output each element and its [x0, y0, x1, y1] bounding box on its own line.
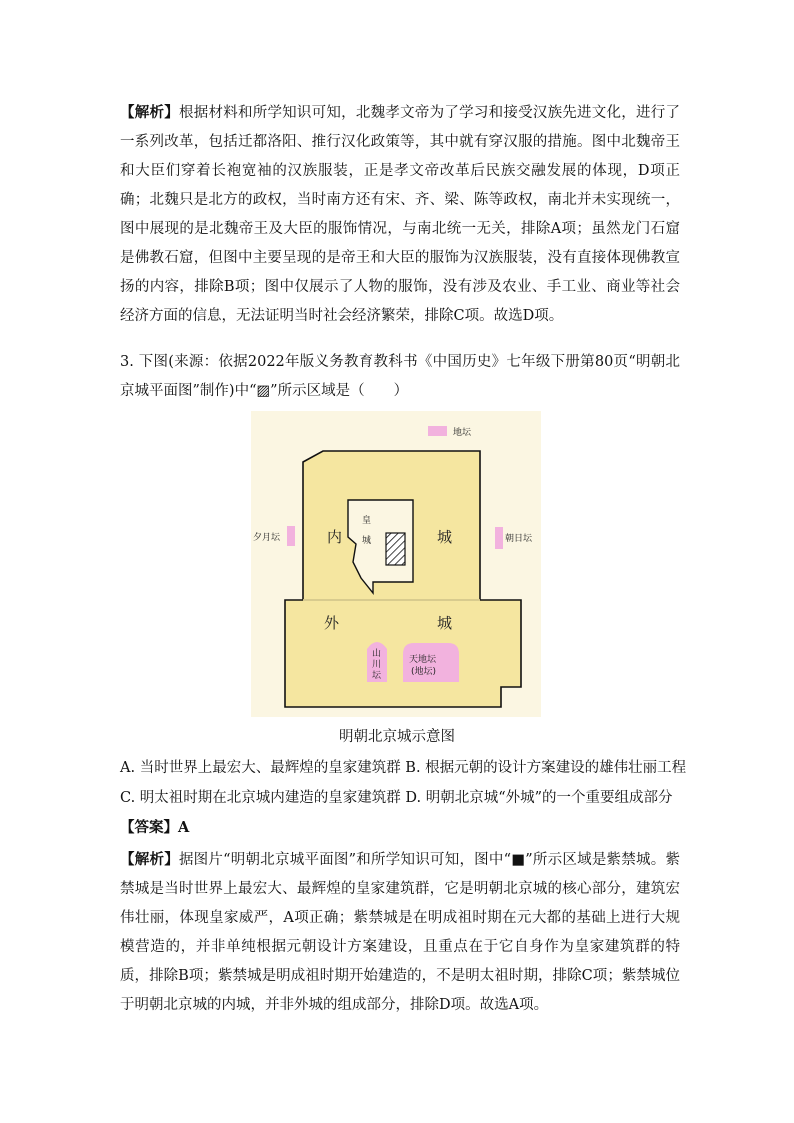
- answer-value: A: [178, 819, 190, 836]
- shanchuan-label-tan: 坛: [372, 671, 382, 681]
- question-3-stem: 3. 下图(来源：依据2022年版义务教育教科书《中国历史》七年级下册第80页“明朝北京城平面图”制作)中“▨”所示区域是（ ）: [120, 354, 680, 399]
- tiandi-label: 天地坛: [409, 655, 437, 665]
- figure-caption: 明朝北京城示意图: [339, 729, 455, 745]
- shanchuan-label-shan: 山: [372, 649, 382, 659]
- inner-city-label-cheng: 城: [437, 528, 453, 546]
- answer-label: 【答案】: [120, 819, 178, 836]
- chaoritan-label: 朝日坛: [505, 534, 533, 544]
- ditan-label: 地坛: [453, 428, 472, 438]
- analysis-paragraph-2: [120, 845, 680, 1020]
- imperial-city-label-cheng: 城: [362, 536, 372, 546]
- outer-city-label-wai: 外: [324, 614, 340, 632]
- analysis-text: 根据材料和所学知识可知，北魏孝文帝为了学习和接受汉族先进文化，进行了一系列改革，包括迁都洛阳、推行汉化政策等，其中就有穿汉服的措施。图中北魏帝王和大臣们穿着长袍宽袖的汉族服装，正是孝文帝改革后民族交融发展的体现，D项正确；北魏只是北方的政权，当时南方还有宋、齐、梁、陈等政权，南北并未实现统一，图中展现的是北魏帝王及大臣的服饰情况，与南北统一无关，排除A项；虽然龙门石窟是佛教石窟，但图中主要呈现的是帝王和大臣的服饰为汉族服装，没有直接体现佛教宣扬的内容，排除B项；图中仅展示了人物的服饰，没有涉及农业、手工业、商业等社会经济方面的信息，无法证明当时社会经济繁荣，排除C项。故选D项。: [120, 105, 681, 324]
- tiandi-sublabel: (地坛): [411, 667, 437, 677]
- chaoritan-altar: [495, 527, 503, 549]
- imperial-city-label-huang: 皇: [362, 516, 372, 526]
- options-c-d: C. 明太祖时期在北京城内建造的皇家建筑群 D. 明朝北京城“外城”的一个重要组成部分: [120, 790, 673, 806]
- ditan-altar: [428, 426, 447, 436]
- inner-city-label-nei: 内: [327, 528, 343, 546]
- answer-line: [120, 817, 189, 839]
- shanchuan-label-chuan: 川: [372, 660, 382, 670]
- analysis-label-2: 【解析】: [120, 851, 179, 868]
- analysis-text-2: 据图片“明朝北京城平面图”和所学知识可知，图中“■”所示区域是紫禁城。紫禁城是当时世界上最宏大、最辉煌的皇家建筑群，它是明朝北京城的核心部分，建筑宏伟壮丽，体现皇家威严，A项正确；紫禁城是在明成祖时期在元大都的基础上进行大规模营造的，并非单纯根据元朝设计方案建设，且重点在于它自身作为皇家建筑群的特质，排除B项；紫禁城是明成祖时期开始建造的，不是明太祖时期，排除C项；紫禁城位于明朝北京城的内城，并非外城的组成部分，排除D项。故选A项。: [120, 852, 680, 1013]
- analysis-label: 【解析】: [120, 104, 179, 121]
- yueritan-label: 夕月坛: [253, 533, 281, 543]
- analysis-paragraph-1: [120, 98, 680, 331]
- beijing-city-map: [251, 411, 541, 717]
- outer-city-label-cheng: 城: [437, 614, 453, 632]
- outer-city: [285, 600, 521, 707]
- forbidden-city-hatched: [386, 533, 405, 565]
- yueritan-altar: [287, 526, 295, 546]
- options-a-b: A. 当时世界上最宏大、最辉煌的皇家建筑群 B. 根据元朝的设计方案建设的雄伟壮丽工程: [120, 760, 687, 776]
